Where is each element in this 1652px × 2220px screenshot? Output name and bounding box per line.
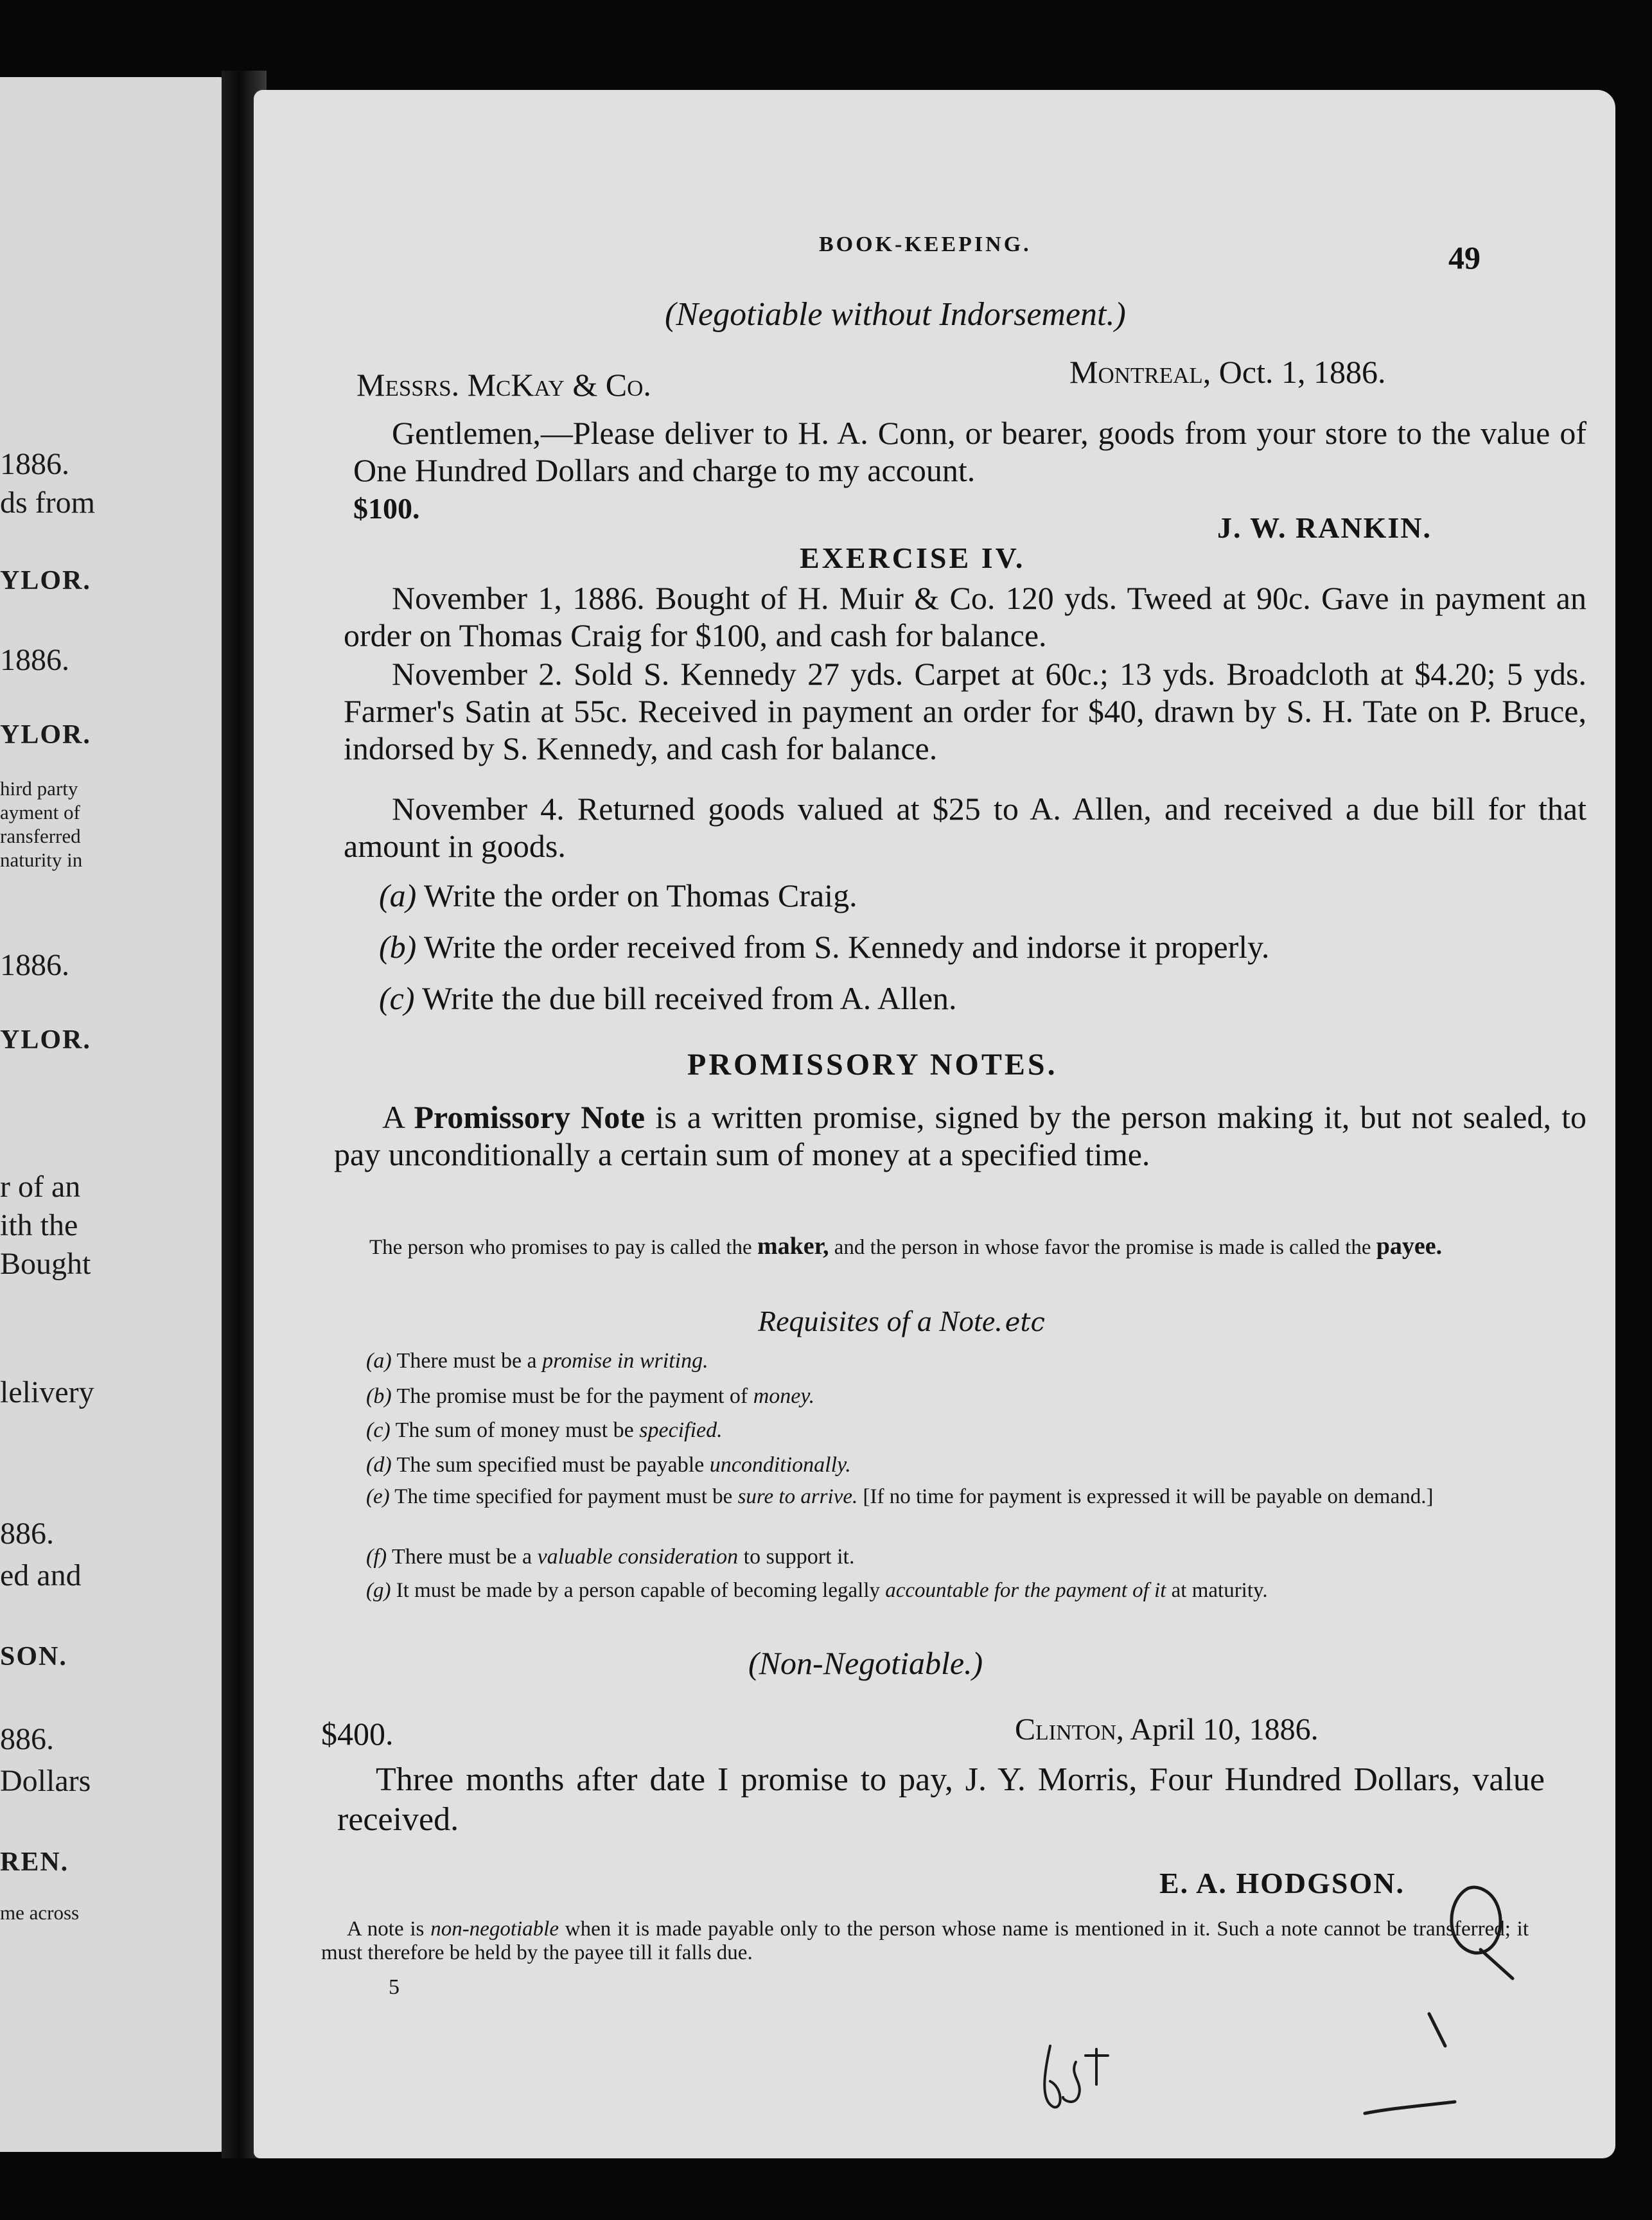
left-fragment: r of an: [0, 1170, 81, 1204]
page-number: 49: [1448, 240, 1481, 276]
previous-page-edge: [0, 77, 231, 2152]
running-head: BOOK-KEEPING.: [819, 233, 1032, 256]
order-body: Gentlemen,—Please deliver to H. A. Conn, or bearer, goods from your store to the value of One Hundred Dollars and charge to my account.: [353, 415, 1586, 488]
exercise-paragraph: November 4. Returned goods valued at $25 to A. Allen, and received a due bill for that amount in goods.: [344, 791, 1586, 864]
left-fragment: ransferred: [0, 825, 81, 847]
note-amount: $400.: [321, 1716, 394, 1752]
book-page: [254, 90, 1615, 2158]
promissory-definition: [334, 1098, 1586, 1173]
definition-text: is a written promise, signed by the person making it, but not sealed, to pay unconditionally a certain sum of money at a specified time.: [334, 1099, 1587, 1172]
footnote-text: when it is made payable only to the person whose name is mentioned in it. Such a note cannot be transferred; it must therefore be held by the payee till it falls due.: [321, 1917, 1529, 1964]
left-fragment: ed and: [0, 1558, 82, 1592]
exercise-task: [379, 877, 857, 914]
requisite-emphasis: valuable consideration: [537, 1545, 739, 1569]
handwritten-q-mark: [1442, 1876, 1519, 1991]
requisite-item: [324, 1485, 1577, 1509]
requisite-text: The sum of money must be: [395, 1418, 634, 1442]
requisite-label: (a): [366, 1349, 392, 1373]
task-text: Write the due bill received from A. Allen.: [422, 980, 957, 1016]
left-fragment: 886.: [0, 1722, 54, 1756]
handwritten-tick: [1419, 2007, 1458, 2059]
requisite-label: (c): [366, 1418, 391, 1442]
left-fragment: YLOR.: [0, 566, 91, 595]
definition-term: Promissory Note: [414, 1099, 646, 1135]
handwritten-scribble: [1024, 2036, 1121, 2126]
left-fragment: ith the: [0, 1208, 78, 1242]
maker-payee-note: [334, 1235, 1586, 1260]
requisite-text-after: at maturity.: [1171, 1579, 1268, 1602]
exercise-paragraph: November 2. Sold S. Kennedy 27 yds. Carpet at 60c.; 13 yds. Broadcloth at $4.20; 5 yds. Farmer's Satin at 55c. Received in payment an order for $40, drawn by S. H. Tate on P. Bruce, indorsed by S. Kennedy, and cash for balance.: [344, 656, 1586, 766]
note-date: April 10, 1886.: [1130, 1713, 1319, 1747]
left-fragment: YLOR.: [0, 1025, 91, 1055]
requisite-emphasis: sure to arrive.: [737, 1485, 858, 1508]
requisites-heading-text: Requisites of a Note.: [758, 1305, 1003, 1337]
left-fragment: REN.: [0, 1847, 69, 1877]
exercise-paragraph: November 1, 1886. Bought of H. Muir & Co. 120 yds. Tweed at 90c. Gave in payment an order on Thomas Craig for $100, and cash for balance.: [344, 580, 1586, 653]
requisite-item: [366, 1418, 723, 1443]
requisite-emphasis: promise in writing.: [542, 1349, 708, 1373]
order-heading: (Negotiable without Indorsement.): [665, 296, 1126, 333]
requisite-label: (e): [366, 1485, 390, 1508]
requisite-text: There must be a: [391, 1545, 532, 1569]
note-body: Three months after date I promise to pay, J. Y. Morris, Four Hundred Dollars, value received.: [337, 1761, 1545, 1838]
payee-term: payee.: [1376, 1233, 1443, 1260]
task-label: (c): [379, 980, 415, 1016]
task-label: (a): [379, 877, 417, 913]
promissory-heading: PROMISSORY NOTES.: [687, 1048, 1058, 1082]
requisite-text-after: to support it.: [743, 1545, 855, 1569]
requisite-emphasis: money.: [753, 1384, 815, 1408]
note-heading: (Non-Negotiable.): [748, 1645, 983, 1681]
requisite-item: [324, 1579, 1577, 1603]
non-negotiable-footnote: [321, 1917, 1529, 1965]
order-amount: $100.: [353, 492, 420, 525]
task-text: Write the order received from S. Kennedy and indorse it properly.: [423, 929, 1270, 965]
left-fragment: 1886.: [0, 948, 69, 982]
requisite-text: The sum specified must be payable: [396, 1453, 705, 1477]
left-fragment: ayment of: [0, 801, 80, 824]
handwritten-dash: [1358, 2088, 1461, 2126]
requisite-item: [366, 1349, 708, 1373]
payee-text: and the person in whose favor the promise is made is called the: [834, 1236, 1371, 1259]
requisite-label: (f): [366, 1545, 387, 1569]
left-fragment: lelivery: [0, 1375, 94, 1409]
note-signature: E. A. HODGSON.: [1159, 1867, 1405, 1899]
requisite-item: [366, 1453, 851, 1477]
order-date: Oct. 1, 1886.: [1218, 354, 1386, 390]
left-fragment: 1886.: [0, 643, 69, 677]
requisite-label: (b): [366, 1384, 392, 1408]
left-fragment: YLOR.: [0, 720, 91, 750]
order-signature: J. W. RANKIN.: [1217, 511, 1432, 544]
requisite-text: The promise must be for the payment of: [396, 1384, 748, 1408]
task-text: Write the order on Thomas Craig.: [423, 877, 857, 913]
maker-text: The person who promises to pay is called the: [369, 1236, 752, 1259]
maker-term: maker,: [757, 1233, 829, 1260]
footnote-emphasis: non-negotiable: [430, 1917, 559, 1941]
left-fragment: me across: [0, 1901, 80, 1924]
note-place-date: [1015, 1712, 1319, 1747]
requisite-text: It must be made by a person capable of becoming legally: [396, 1579, 880, 1602]
exercise-heading: EXERCISE IV.: [800, 542, 1026, 574]
requisite-label: (d): [366, 1453, 392, 1477]
footnote-lead: A note is: [347, 1917, 425, 1941]
task-label: (b): [379, 929, 417, 965]
requisite-item: [366, 1384, 814, 1409]
requisite-emphasis: unconditionally.: [709, 1453, 851, 1477]
left-fragment: ds from: [0, 486, 95, 520]
handwritten-etc: etc: [1005, 1308, 1045, 1337]
left-fragment: Bought: [0, 1247, 91, 1281]
signature-mark: 5: [389, 1975, 400, 1999]
definition-lead: A: [382, 1099, 404, 1135]
order-addressee: Messrs. McKay & Co.: [356, 367, 651, 403]
requisite-emphasis: accountable for the payment of it: [885, 1579, 1166, 1602]
order-place-date: [1069, 353, 1385, 391]
left-fragment: naturity in: [0, 849, 83, 871]
requisites-heading: [758, 1304, 1045, 1338]
requisite-label: (g): [366, 1579, 391, 1602]
requisite-text: The time specified for payment must be: [394, 1485, 733, 1508]
requisite-text: There must be a: [396, 1349, 537, 1373]
left-fragment: hird party: [0, 777, 78, 800]
requisite-emphasis: specified.: [639, 1418, 723, 1442]
requisite-item: [366, 1545, 854, 1569]
note-place: Clinton,: [1015, 1713, 1124, 1747]
requisite-note: [If no time for payment is expressed it will be payable on demand.]: [863, 1485, 1434, 1508]
left-fragment: SON.: [0, 1642, 67, 1671]
exercise-task: [379, 980, 957, 1017]
left-fragment: 886.: [0, 1517, 54, 1551]
exercise-task: [379, 928, 1269, 965]
order-place: Montreal,: [1069, 354, 1211, 390]
left-fragment: 1886.: [0, 447, 69, 481]
left-fragment: Dollars: [0, 1764, 91, 1798]
